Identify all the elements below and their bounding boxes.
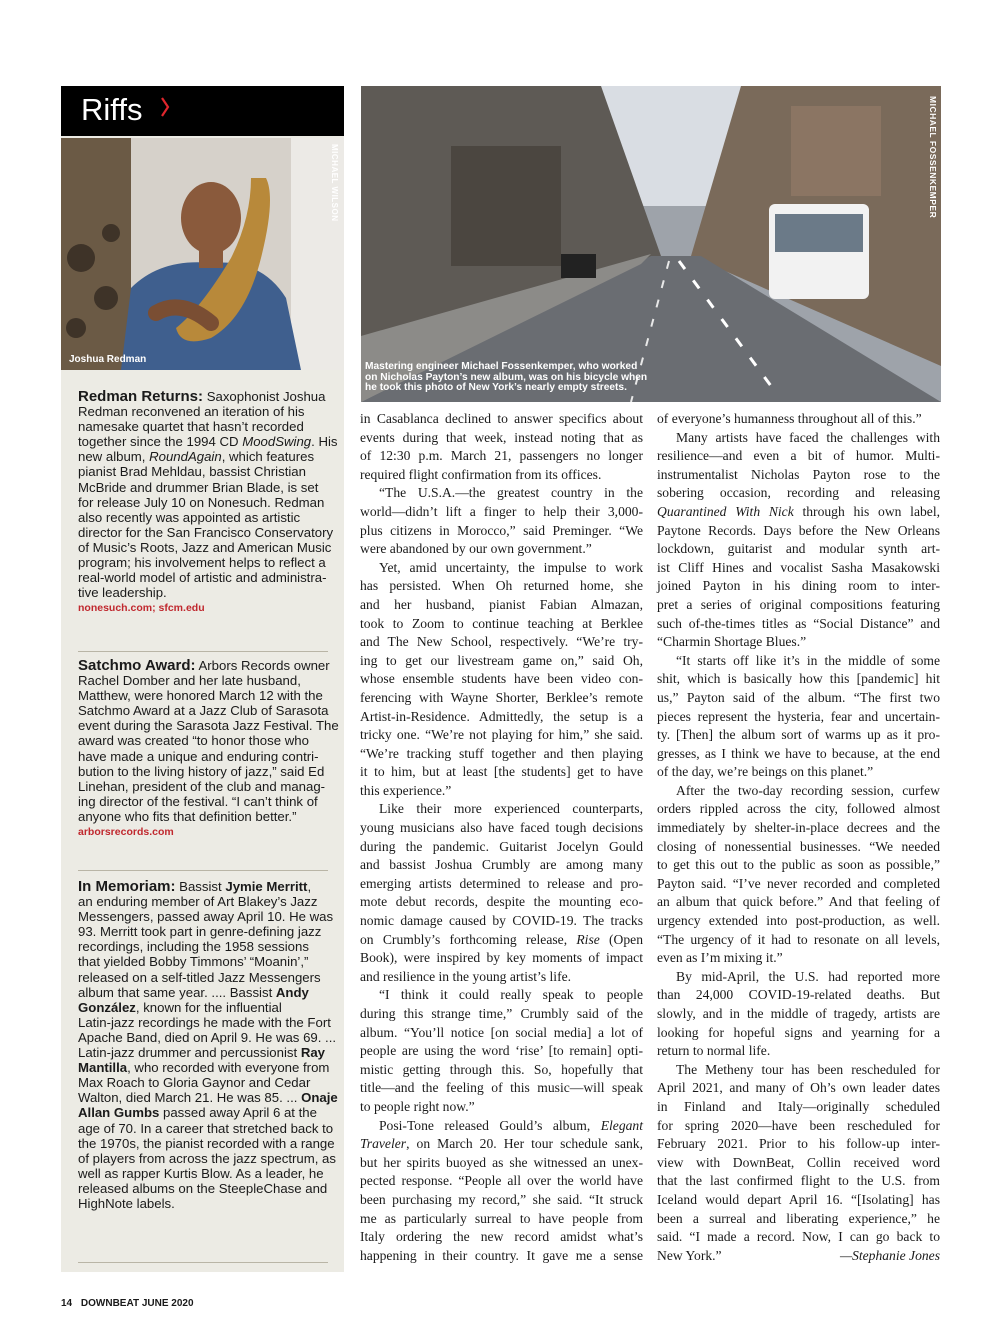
artist-name: González	[78, 999, 136, 1015]
divider	[78, 870, 328, 871]
redman-returns-item	[78, 388, 338, 616]
artist-name: Jymie Merritt	[225, 879, 308, 894]
album-title: MoodSwing	[242, 434, 312, 450]
redman-link[interactable]: nonesuch.com; sfcm.edu	[78, 602, 205, 615]
text-line: such of-the-times titles as “Social Distance” and	[657, 615, 940, 631]
text-line: but her spirits buoyed as she witnessed an unex-	[360, 1154, 643, 1170]
satchmo-award-item	[78, 657, 339, 840]
text-line: for release July 10 on Nonesuch. Redman	[78, 494, 325, 510]
text-line: (Open	[599, 931, 643, 947]
text-line: Redman reconvened an iteration of his	[78, 404, 305, 420]
text-line: “It starts off like it’s in the middle of some	[676, 652, 940, 668]
text-line: New York.”	[657, 1247, 722, 1263]
text-line: released on a self-titled Jazz Messengers	[78, 969, 321, 985]
album-title: Rise	[576, 931, 600, 947]
text-line: together since the 1994 CD	[78, 434, 243, 450]
text-line: Paytone Records. Days before the New Orleans	[657, 522, 940, 538]
text-line: 93. Merritt took part in genre-defining jazz	[78, 924, 322, 940]
text-line: has persisted. When Oh returned home, she	[360, 578, 643, 594]
photo-credit: MICHAEL FOSSENKEMPER	[928, 96, 938, 219]
text-line: award was created “to honor those who	[78, 733, 309, 749]
text-line: Linehan, president of the club and manag-	[78, 778, 326, 794]
text-line: in Casablanca declined to answer specifics about	[360, 411, 643, 426]
text-line: “The urgency of it had to resonate on all levels,	[657, 931, 940, 947]
redman-lead: Redman Returns:	[78, 388, 204, 405]
artist-name: Onaje	[301, 1090, 338, 1106]
caption-line: Mastering engineer Michael Fossenkemper, who worked	[365, 361, 638, 372]
page-footer	[61, 1298, 194, 1309]
text-line: Artist-in-Residence. Admittedly, the setup is a	[360, 708, 643, 724]
joshua-redman-photo	[61, 138, 344, 370]
text-line: happening in their country. It gave me a sense	[360, 1247, 643, 1263]
text-line: me as particularly surreal to have people from	[360, 1210, 643, 1226]
text-line: ty. [Then] the album sort of warms up as it pro-	[657, 727, 940, 743]
text-line: for spring 2020—have been rescheduled for	[657, 1117, 940, 1133]
photo-caption: Joshua Redman	[69, 354, 147, 365]
text-line: McBride and drummer Brian Blade, is set	[78, 479, 319, 495]
text-line: Iceland would depart April 16. “[Isolating] has	[657, 1191, 940, 1207]
magazine-issue: DOWNBEAT JUNE 2020	[80, 1298, 194, 1309]
new-york-street-photo	[361, 86, 941, 402]
divider	[78, 1262, 328, 1263]
text-line: ferencing with Wayne Shorter, Berklee’s remote	[360, 689, 643, 705]
chevron-right-icon	[160, 96, 170, 118]
text-line: people are using the word ‘rise’ [to remain] opti-	[360, 1043, 643, 1059]
text-line: Messengers, passed away April 10. He was	[78, 909, 334, 925]
text-line: new album,	[78, 449, 150, 465]
album-title: Elegant	[600, 1117, 643, 1133]
street-illustration	[361, 86, 941, 402]
text-line: it to him, but at least [the students] get to have	[360, 764, 643, 780]
text-line: ,	[307, 879, 312, 894]
text-line: than 24,000 COVID-19-related deaths. But	[657, 987, 940, 1003]
text-line: plus citizens in Morocco,” said Preminger. “We	[360, 522, 643, 538]
text-line: and bassist Joshua Crumbly are among many	[360, 857, 643, 873]
text-line: The Metheny tour has been rescheduled for	[676, 1061, 940, 1077]
text-line: were abandoned by our own government.”	[360, 541, 592, 557]
artist-name: Ray	[300, 1045, 326, 1061]
text-line: even as I’m mixing it.”	[657, 950, 783, 966]
text-line: of 12:30 p.m. March 21, passengers no longer	[360, 448, 643, 464]
text-line: “We’re tracking stuff together and then playing	[360, 745, 643, 761]
text-line: released albums on the SteepleChase and	[78, 1180, 328, 1196]
text-line: passed away April 6 at the	[159, 1105, 317, 1121]
text-line: . His	[311, 434, 338, 450]
text-line: instrumentalist Nicholas Payton rose to the	[657, 466, 940, 482]
text-line: joined Payton in his dining room to inter-	[657, 578, 940, 594]
text-line: ing to get our livestream game on,” said Oh,	[360, 652, 643, 668]
text-line: to get this out to the public as soon as possible,”	[657, 857, 940, 873]
caption-line: he took this photo of New York’s nearly empty streets.	[365, 382, 627, 394]
text-line: been a surreal and liberating experience,” he	[657, 1210, 940, 1226]
text-line: also recently was appointed as artistic	[78, 509, 301, 525]
riffs-title: Riffs	[81, 92, 143, 127]
text-line: HighNote labels.	[78, 1195, 175, 1211]
text-line: said. “I made a record. Now, I can go back to	[657, 1229, 940, 1245]
text-line: during this strange time,” Crumbly said of the	[360, 1006, 643, 1021]
text-line: well as rapper Kurtis Blow. As a leader, he	[78, 1165, 324, 1181]
artist-name: Mantilla	[78, 1060, 128, 1076]
satchmo-lead: Satchmo Award:	[78, 657, 196, 674]
text-line: shit, which is basically how this [pandemic] hit	[657, 671, 940, 687]
text-line: on Crumbly’s forthcoming release,	[360, 931, 577, 947]
text-line: mote debut records, despite the mounting eco-	[360, 894, 643, 910]
text-line: February 2021. Prior to his follow-up inter-	[657, 1136, 940, 1152]
caption-line: on Nicholas Payton’s new album, was on his bicycle when	[365, 371, 648, 383]
text-line: during the pandemic. Guitarist Jocelyn Gould	[360, 838, 643, 854]
portrait-illustration	[61, 138, 344, 370]
text-line: After the two-day recording session, curfew	[676, 782, 940, 798]
text-line: been purchasing my record,” she said. “It struck	[360, 1191, 643, 1207]
text-line: that the last confirmed flight to the U.S. from	[657, 1173, 940, 1189]
text-line: looking for hopeful signs and yearning for a	[657, 1024, 940, 1040]
text-line: “The U.S.A.—the greatest country in the	[379, 485, 643, 501]
text-line: , who recorded with everyone from	[127, 1060, 330, 1076]
text-line: emerging artists determined to release and pro-	[360, 875, 643, 891]
text-line: ing director of the festival. “I can’t think of	[78, 793, 318, 809]
text-line: Saxophonist Joshua	[203, 389, 326, 404]
text-line: April 2021, and many of Oh’s own leader dates	[657, 1080, 940, 1096]
text-line: pieces represent the hysteria, fear and uncertain-	[657, 708, 940, 724]
text-line: this experience.”	[360, 782, 452, 798]
text-line: event during the Sarasota Jazz Festival. The	[78, 718, 339, 734]
text-line: mistic getting through this. So, hopefully that	[360, 1061, 643, 1077]
text-line: an album that quick before.” And that feeling of	[657, 894, 940, 910]
text-line: and resilience in the young artist’s life.	[360, 968, 572, 984]
text-line: Apache Band, died on April 9. He was 69. ...	[78, 1029, 337, 1045]
text-line: Latin-jazz drummer and percussionist	[78, 1045, 301, 1061]
text-line: tricky one. “We’re not playing for him,” she said.	[360, 727, 643, 743]
in-memoriam-item	[78, 879, 338, 1211]
text-line: sobering occasion, recording and releasing	[657, 485, 940, 501]
text-line: closing of nonessential businesses. “We needed	[657, 838, 940, 854]
memoriam-lead: In Memoriam:	[78, 878, 176, 895]
text-line: whose ensemble students have been video con-	[360, 671, 643, 687]
text-line: “I think it could really speak to people	[379, 987, 643, 1003]
text-line: Max Roach to Gloria Gaynor and Cedar	[78, 1075, 311, 1091]
text-line: world—didn’t lift a finger to help their 3,000-	[360, 503, 643, 519]
satchmo-link[interactable]: arborsrecords.com	[78, 826, 174, 839]
text-line: Italy ordering the new record amidst what’s	[360, 1229, 643, 1245]
text-line: director for the San Francisco Conservatory	[78, 524, 334, 540]
text-line: , which features	[221, 449, 315, 465]
divider	[78, 651, 328, 652]
article-column-2	[657, 410, 940, 1265]
text-line: Latin-jazz recordings he made with the Fort	[78, 1014, 331, 1030]
text-line: required flight confirmation from its offices.	[360, 466, 602, 482]
article-column-1	[360, 410, 643, 1265]
text-line: Arbors Records owner	[195, 658, 330, 673]
album-title: Quarantined With Nick	[657, 503, 794, 519]
text-line: “Charmin Shortage Blues.”	[657, 634, 807, 650]
text-line: , on March 20. Her tour schedule sank,	[406, 1136, 643, 1152]
text-line: us,” Payton said of the album. “The first two	[657, 689, 940, 705]
text-line: nomic damage caused by COVID-19. The tracks	[360, 913, 643, 929]
text-line: pret a series of original compositions featuring	[657, 596, 940, 612]
text-line: program; his involvement helps to reflect a	[78, 555, 326, 571]
text-line: namesake quartet that hasn’t recorded	[78, 419, 304, 435]
text-line: events during that week, instead noting that as	[360, 429, 643, 445]
text-line: the 1970s, the pianist recorded with a range	[78, 1135, 335, 1151]
text-line: title—and the feeling of this music—will speak	[360, 1080, 643, 1096]
text-line: ist Cliff Hines and vocalist Sasha Masakowski	[657, 559, 940, 575]
street-photo-caption	[365, 362, 647, 394]
text-line: , known for the influential	[135, 999, 282, 1015]
text-line: Yet, amid uncertainty, the impulse to work	[379, 559, 643, 575]
text-line: that yielded Bobby Timmons’ “Moanin’,”	[78, 954, 309, 970]
text-line: Payton said. “I’ve never recorded and completed	[657, 875, 940, 891]
text-line: Walton, died March 21. He was 85. ...	[78, 1090, 302, 1106]
text-line: an enduring member of Art Blakey’s Jazz	[78, 894, 318, 910]
text-line: real-world model of artistic and administra-	[78, 570, 327, 586]
text-line: tive leadership.	[78, 585, 167, 601]
text-line: album. “You’ll notice [on social media] a lot of	[360, 1024, 643, 1040]
text-line: of Music’s Roots, Jazz and American Music	[78, 539, 332, 555]
text-line: Many artists have faced the challenges with	[676, 429, 940, 445]
text-line: return to normal life.	[657, 1043, 771, 1059]
artist-name: Andy	[275, 984, 309, 1000]
text-line: bution to the living history of jazz,” said Ed	[78, 763, 325, 779]
text-line: and her husband, pianist Fabian Almazan,	[360, 596, 643, 612]
text-line: lockdown, guitarist and modular synth art-	[657, 541, 940, 557]
page-number: 14	[61, 1298, 73, 1309]
text-line: of everyone’s humanness throughout all of this.”	[657, 411, 922, 426]
riffs-header	[61, 86, 344, 136]
photo-credit: MICHAEL WILSON	[330, 144, 339, 222]
text-line: anyone who fits that definition better.”	[78, 808, 297, 824]
text-line: Book), were inspired by key moments of impact	[360, 950, 643, 966]
artist-name: Allan Gumbs	[78, 1105, 160, 1121]
text-line: immediately by shelter-in-place decrees and the	[657, 820, 940, 836]
text-line: pected response. “People all over the world have	[360, 1173, 643, 1189]
text-line: resilience—and even a bit of humor. Multi-	[657, 448, 940, 464]
text-line: through his own label,	[793, 503, 940, 519]
text-line: recordings, including the 1958 sessions	[78, 939, 309, 955]
text-line: Posi-Tone released Gould’s album,	[379, 1117, 601, 1133]
text-line: Rachel Domber and her late husband,	[78, 673, 301, 689]
text-line: urgency extended into post-production, as well.	[657, 913, 940, 929]
text-line: in Finland and Italy—originally scheduled	[657, 1098, 940, 1114]
text-line: of players from across the jazz spectrum, as	[78, 1150, 336, 1166]
text-line: slowly, and in the middle of tragedy, artists are	[657, 1006, 940, 1021]
text-line: of the day, we’re beings on this planet.”	[657, 764, 874, 780]
text-line: age of 70. In a career that stretched back to	[78, 1120, 334, 1136]
text-line: and The New School, respectively. “We’re try-	[360, 634, 643, 650]
text-line: Matthew, were honored March 12 with the	[78, 688, 323, 704]
text-line: young musicians also have faced tough decisions	[360, 820, 643, 836]
text-line: pianist Brad Mehldau, bassist Christian	[78, 464, 306, 480]
album-title: RoundAgain	[149, 449, 222, 465]
text-line: Bassist	[175, 879, 226, 894]
text-line: album that same year. .... Bassist	[78, 984, 276, 1000]
byline: —Stephanie Jones	[839, 1247, 940, 1263]
text-line: Like their more experienced counterparts,	[379, 801, 643, 817]
text-line: view with DownBeat, Collin received word	[657, 1154, 940, 1170]
album-title: Traveler	[360, 1136, 407, 1152]
text-line: By mid-April, the U.S. had reported more	[676, 968, 940, 984]
text-line: to people right now.”	[360, 1098, 475, 1114]
text-line: gresses, as I think we have to because, at the end	[657, 745, 940, 761]
text-line: have made a unique and enduring contri-	[78, 748, 319, 764]
text-line: took to Zoom to continue teaching at Berklee	[360, 615, 643, 631]
text-line: Satchmo Award at a Jazz Club of Sarasota	[78, 703, 329, 719]
text-line: orders rippled across the city, followed almost	[657, 801, 940, 817]
